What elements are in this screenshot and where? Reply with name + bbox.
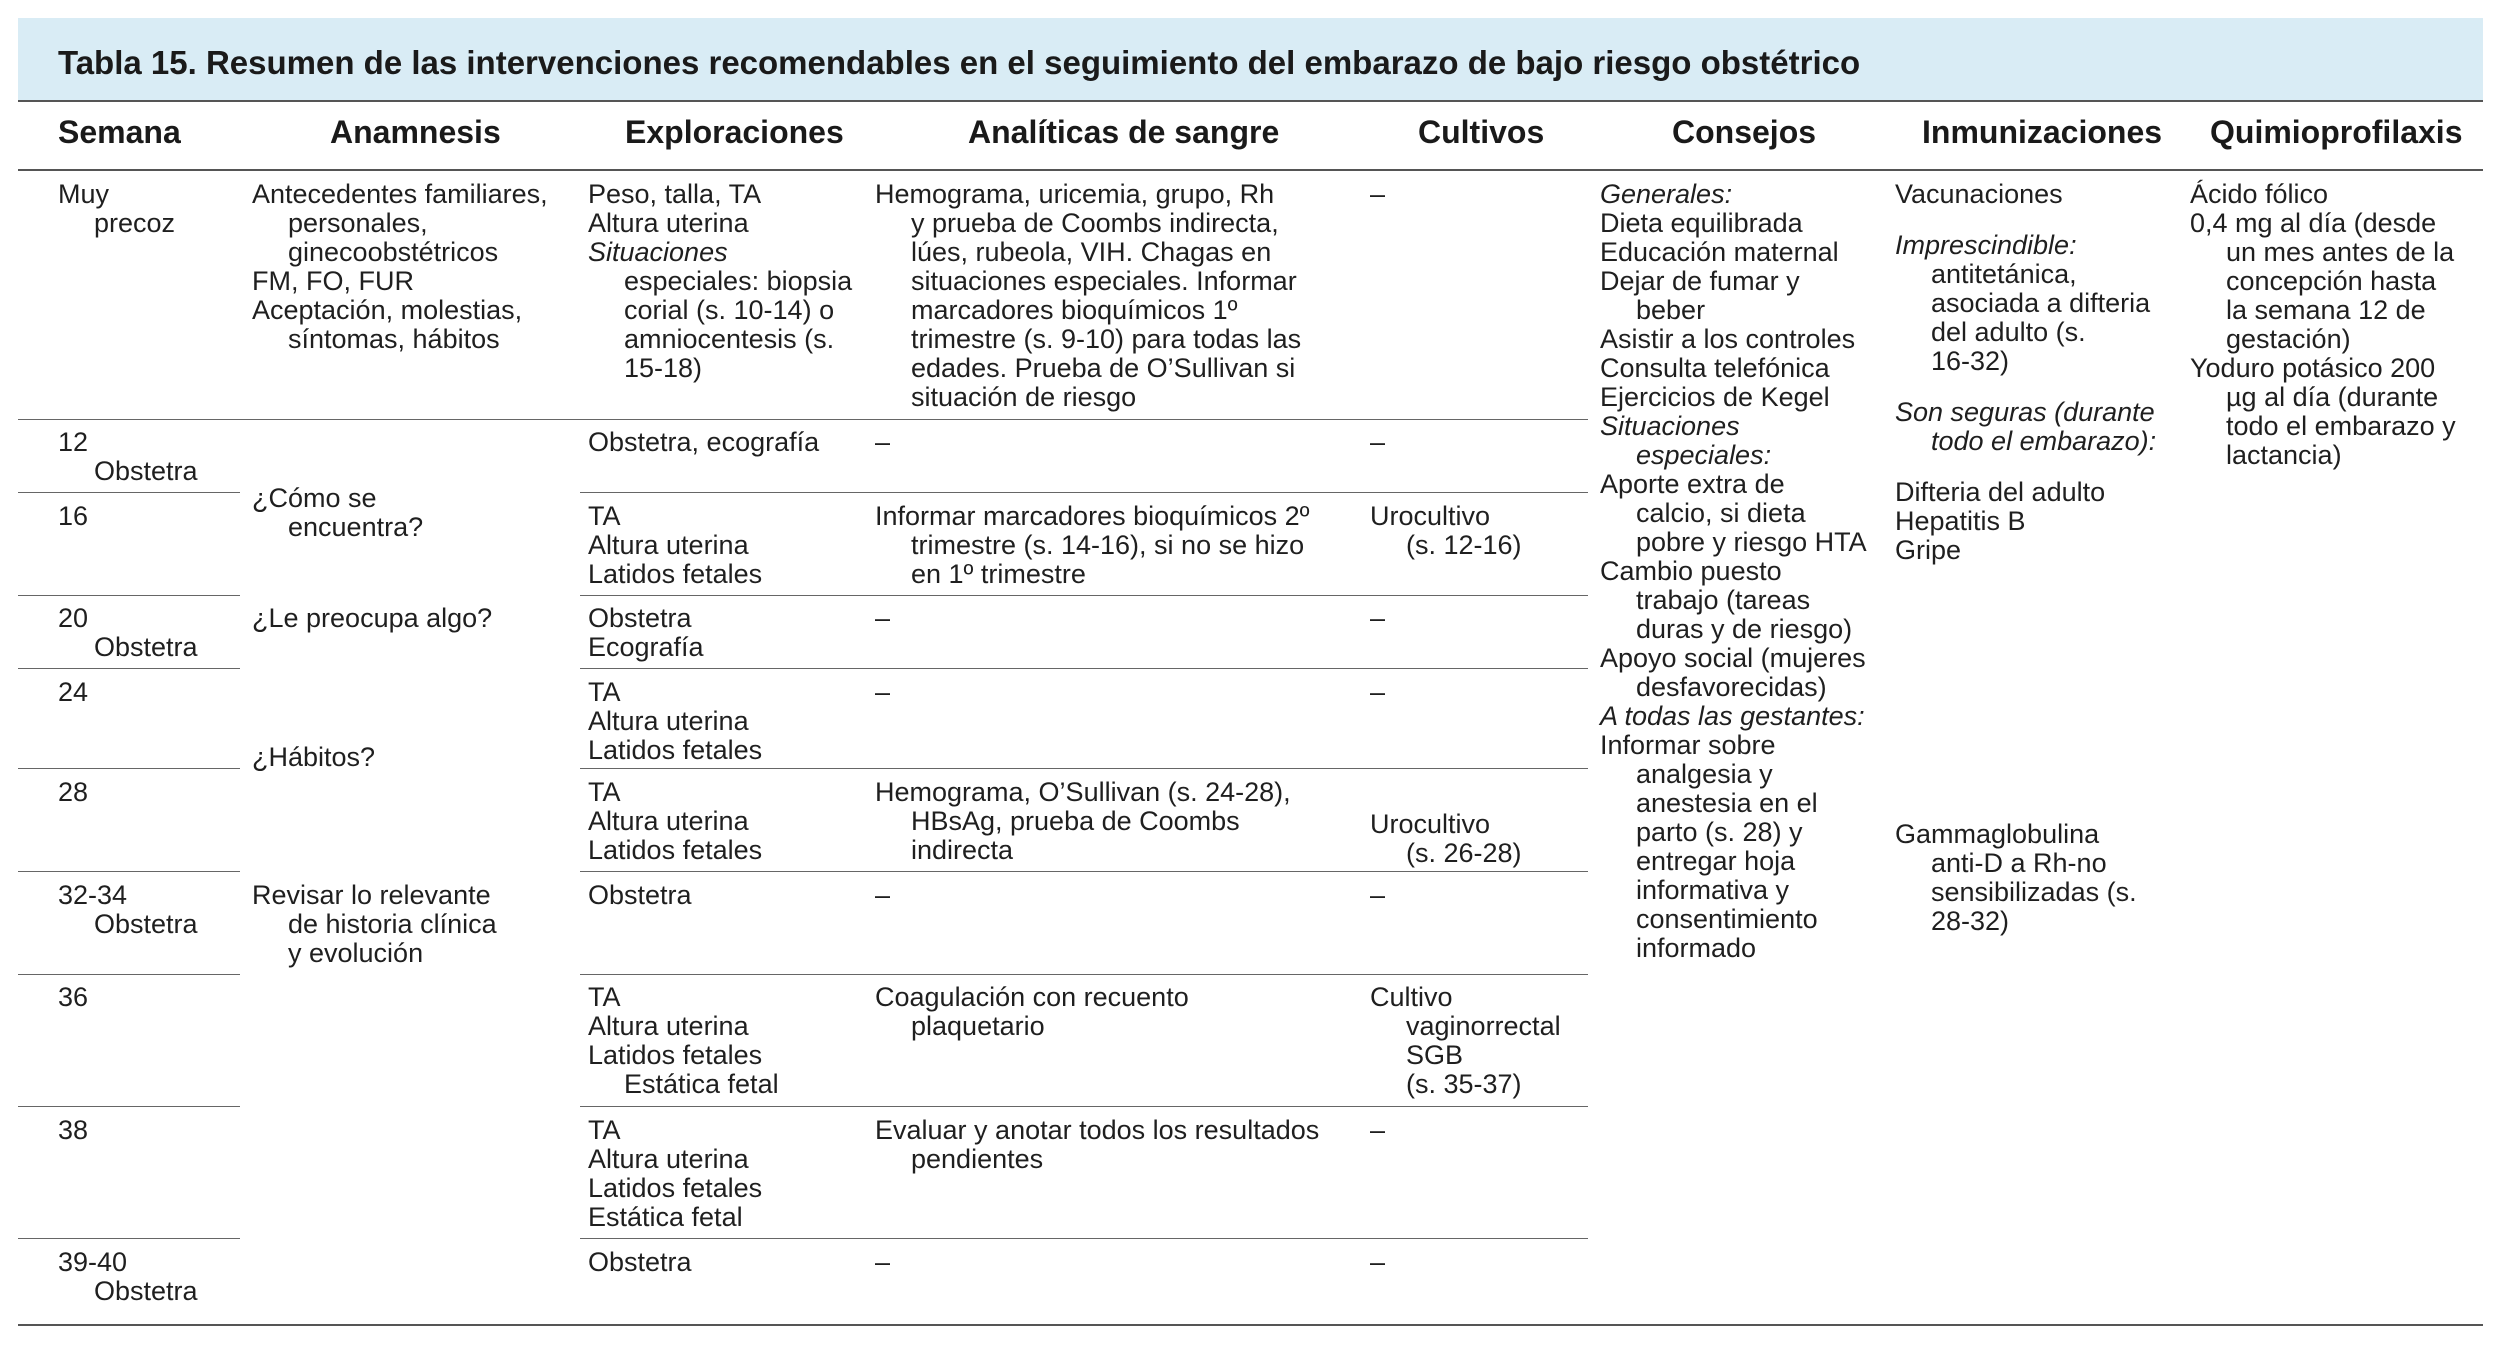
- cultivos-cell: Urocultivo (s. 26-28): [1370, 809, 1522, 868]
- analiticas-cell: Evaluar y anotar todos los resultados pendientes: [875, 1115, 1320, 1174]
- header-cultivos: Cultivos: [1418, 114, 1545, 150]
- row-rule: [580, 1238, 1588, 1239]
- row-rule: [580, 595, 1588, 596]
- header-exploraciones: Exploraciones: [625, 114, 844, 150]
- semana-cell: 20 Obstetra: [58, 603, 198, 662]
- exploraciones-cell: Obstetra, ecografía: [588, 427, 820, 457]
- row-rule: [18, 668, 240, 669]
- row-rule: [18, 595, 240, 596]
- consejos-cell: Generales: Dieta equilibrada Educación maternal Dejar de fumar y beber Asistir a los controles Consulta telefónica Ejercicios de Kegel Situaciones especiales: Aporte extra de calcio, si dieta pobre y riesgo HTA Cambio puesto trabajo (tareas duras y de riesgo) Apoyo social (mujeres desfavorecidas) A todas las gestantes: Informar sobre analgesia y anestesia en el parto (s. 28) y entregar hoja informativa y consentimiento informado: [1600, 179, 1867, 963]
- semana-cell: 32-34 Obstetra: [58, 880, 198, 939]
- analiticas-cell: –: [875, 880, 891, 910]
- cultivos-cell: –: [1370, 179, 1386, 209]
- anamnesis-cell: ¿Le preocupa algo?: [252, 603, 493, 633]
- semana-cell: 28: [58, 777, 89, 807]
- cultivos-cell: –: [1370, 1115, 1386, 1145]
- analiticas-cell: –: [875, 603, 891, 633]
- semana-cell: 16: [58, 501, 89, 531]
- quimioprofilaxis-cell: Ácido fólico 0,4 mg al día (desde un mes antes de la concepción hasta la semana 12 de gestación) Yoduro potásico 200 µg al día (durante todo el embarazo y lactancia): [2190, 179, 2456, 470]
- anamnesis-cell: Revisar lo relevante de historia clínica y evolución: [252, 880, 497, 968]
- row-rule: [580, 1106, 1588, 1107]
- exploraciones-cell: TA Altura uterina Latidos fetales Estática fetal: [588, 982, 779, 1099]
- semana-cell: 36: [58, 982, 89, 1012]
- row-rule: [18, 871, 240, 872]
- analiticas-cell: Hemograma, uricemia, grupo, Rh y prueba de Coombs indirecta, lúes, rubeola, VIH. Chagas en situaciones especiales. Informar marcadores bioquímicos 1º trimestre (s. 9-10) para todas las edades. Prueba de O’Sullivan si situación de riesgo: [875, 179, 1302, 412]
- header-inmunizaciones: Inmunizaciones: [1922, 114, 2163, 150]
- analiticas-cell: Coagulación con recuento plaquetario: [875, 982, 1189, 1041]
- inmunizaciones-cell: Vacunaciones Imprescindible: antitetánica, asociada a difteria del adulto (s. 16-32) Son seguras (durante todo el embarazo): Difteria del adulto Hepatitis B Gripe: [1895, 179, 2157, 565]
- semana-cell: 12 Obstetra: [58, 427, 198, 486]
- header-anamnesis: Anamnesis: [330, 114, 501, 150]
- anamnesis-cell: Antecedentes familiares, personales, ginecoobstétricos FM, FO, FUR Aceptación, molestias, síntomas, hábitos: [252, 179, 548, 354]
- analiticas-cell: Hemograma, O’Sullivan (s. 24-28), HBsAg, prueba de Coombs indirecta: [875, 777, 1291, 865]
- exploraciones-cell: Obstetra Ecografía: [588, 603, 704, 662]
- row-rule: [18, 419, 1588, 420]
- cultivos-cell: –: [1370, 1247, 1386, 1277]
- row-rule: [18, 768, 240, 769]
- semana-cell: 38: [58, 1115, 89, 1145]
- analiticas-cell: –: [875, 427, 891, 457]
- exploraciones-cell: TA Altura uterina Latidos fetales: [588, 777, 763, 865]
- anamnesis-cell: ¿Hábitos?: [252, 742, 376, 772]
- header-quimioprofilaxis: Quimioprofilaxis: [2210, 114, 2463, 150]
- analiticas-cell: –: [875, 677, 891, 707]
- inmunizaciones-cell: Gammaglobulina anti-D a Rh-no sensibilizadas (s. 28-32): [1895, 819, 2137, 936]
- cultivos-cell: Cultivo vaginorrectal SGB (s. 35-37): [1370, 982, 1561, 1099]
- row-rule: [580, 768, 1588, 769]
- row-rule: [580, 492, 1588, 493]
- row-rule: [580, 871, 1588, 872]
- cultivos-cell: –: [1370, 603, 1386, 633]
- header-semana: Semana: [58, 114, 181, 150]
- row-rule: [18, 492, 240, 493]
- header-rule: [18, 169, 2483, 171]
- cultivos-cell: –: [1370, 427, 1386, 457]
- row-rule: [18, 1106, 240, 1107]
- exploraciones-cell: Peso, talla, TA Altura uterina Situaciones especiales: biopsia corial (s. 10-14) o amniocentesis (s. 15-18): [588, 179, 853, 383]
- header-consejos: Consejos: [1672, 114, 1817, 150]
- exploraciones-cell: TA Altura uterina Latidos fetales: [588, 677, 763, 765]
- exploraciones-cell: Obstetra: [588, 880, 692, 910]
- semana-cell: 39-40 Obstetra: [58, 1247, 198, 1306]
- table-bottom-rule: [18, 1324, 2483, 1326]
- table-title: Tabla 15. Resumen de las intervenciones recomendables en el seguimiento del embarazo de bajo riesgo obstétrico: [58, 44, 1861, 81]
- row-rule: [580, 668, 1588, 669]
- analiticas-cell: –: [875, 1247, 891, 1277]
- analiticas-cell: Informar marcadores bioquímicos 2º trimestre (s. 14-16), si no se hizo en 1º trimestre: [875, 501, 1310, 589]
- anamnesis-cell: ¿Cómo se encuentra?: [252, 483, 424, 542]
- row-rule: [18, 974, 240, 975]
- header-analiticas: Analíticas de sangre: [968, 114, 1280, 150]
- cultivos-cell: –: [1370, 677, 1386, 707]
- cultivos-cell: Urocultivo (s. 12-16): [1370, 501, 1522, 560]
- exploraciones-cell: Obstetra: [588, 1247, 692, 1277]
- row-rule: [18, 1238, 240, 1239]
- exploraciones-cell: TA Altura uterina Latidos fetales: [588, 501, 763, 589]
- title-bar: [18, 18, 2483, 102]
- semana-cell: Muy precoz: [58, 179, 176, 238]
- exploraciones-cell: TA Altura uterina Latidos fetales Estática fetal: [588, 1115, 763, 1232]
- semana-cell: 24: [58, 677, 89, 707]
- cultivos-cell: –: [1370, 880, 1386, 910]
- row-rule: [580, 974, 1588, 975]
